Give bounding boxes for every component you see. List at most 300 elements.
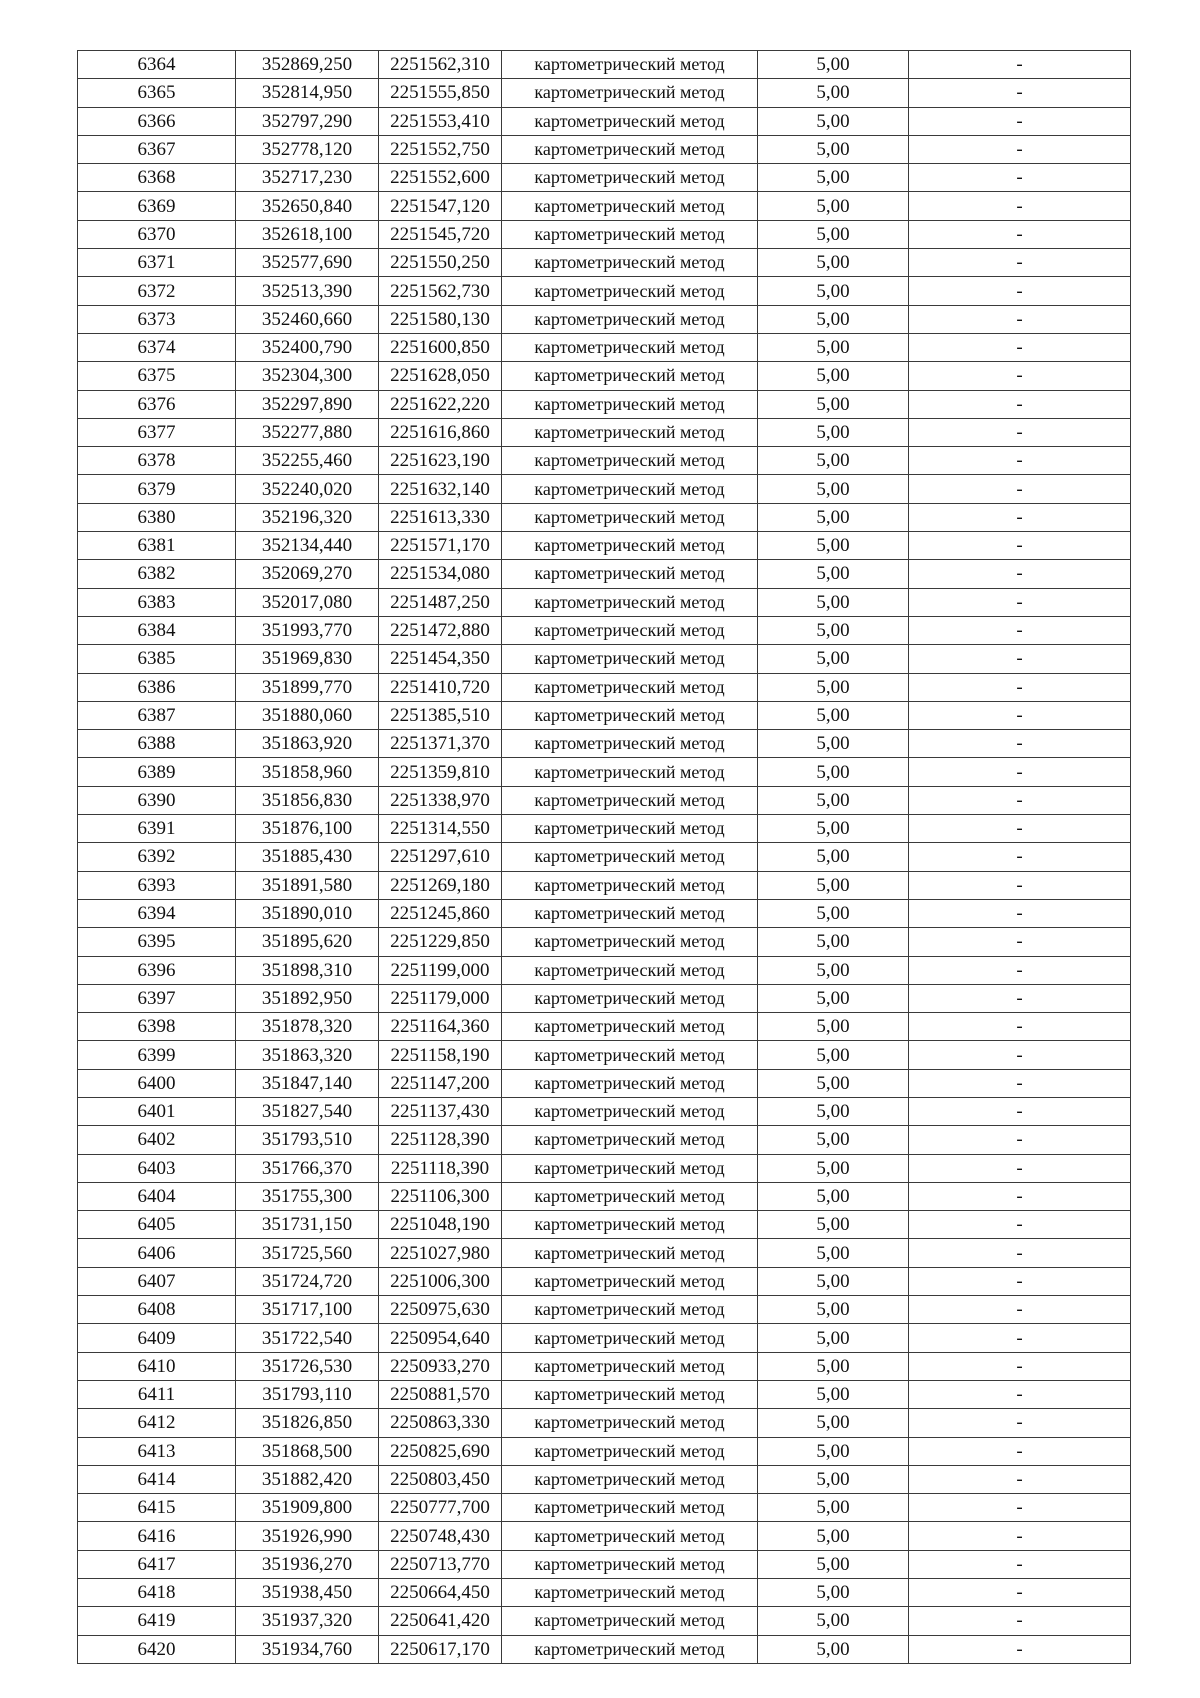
method-cell: картометрический метод (502, 362, 758, 390)
point-number-cell: 6393 (78, 871, 236, 899)
note-cell: - (909, 1550, 1131, 1578)
table-row (78, 475, 1131, 503)
method-cell: картометрический метод (502, 1324, 758, 1352)
x-coordinate-cell: 351766,370 (236, 1154, 379, 1182)
method-cell: картометрический метод (502, 1465, 758, 1493)
error-value-cell: 5,00 (758, 1097, 909, 1125)
note-cell: - (909, 1380, 1131, 1408)
note-cell: - (909, 1013, 1131, 1041)
x-coordinate-cell: 351878,320 (236, 1013, 379, 1041)
note-cell: - (909, 1607, 1131, 1635)
method-cell: картометрический метод (502, 107, 758, 135)
error-value-cell: 5,00 (758, 1239, 909, 1267)
point-number-cell: 6412 (78, 1409, 236, 1437)
y-coordinate-cell: 2251600,850 (379, 333, 502, 361)
y-coordinate-cell: 2251269,180 (379, 871, 502, 899)
error-value-cell: 5,00 (758, 1126, 909, 1154)
point-number-cell: 6402 (78, 1126, 236, 1154)
y-coordinate-cell: 2251545,720 (379, 220, 502, 248)
x-coordinate-cell: 351725,560 (236, 1239, 379, 1267)
y-coordinate-cell: 2251385,510 (379, 701, 502, 729)
y-coordinate-cell: 2251534,080 (379, 560, 502, 588)
note-cell: - (909, 1296, 1131, 1324)
y-coordinate-cell: 2251550,250 (379, 249, 502, 277)
point-number-cell: 6408 (78, 1296, 236, 1324)
note-cell: - (909, 984, 1131, 1012)
table-row (78, 1239, 1131, 1267)
y-coordinate-cell: 2251027,980 (379, 1239, 502, 1267)
x-coordinate-cell: 352650,840 (236, 192, 379, 220)
point-number-cell: 6382 (78, 560, 236, 588)
method-cell: картометрический метод (502, 673, 758, 701)
error-value-cell: 5,00 (758, 616, 909, 644)
table-row (78, 1635, 1131, 1663)
error-value-cell: 5,00 (758, 1465, 909, 1493)
table-row (78, 532, 1131, 560)
table-row (78, 220, 1131, 248)
point-number-cell: 6390 (78, 786, 236, 814)
table-row (78, 79, 1131, 107)
y-coordinate-cell: 2251128,390 (379, 1126, 502, 1154)
error-value-cell: 5,00 (758, 532, 909, 560)
table-row (78, 1409, 1131, 1437)
error-value-cell: 5,00 (758, 362, 909, 390)
table-row (78, 843, 1131, 871)
table-row (78, 1352, 1131, 1380)
method-cell: картометрический метод (502, 560, 758, 588)
table-row (78, 192, 1131, 220)
method-cell: картометрический метод (502, 1579, 758, 1607)
x-coordinate-cell: 351882,420 (236, 1465, 379, 1493)
point-number-cell: 6376 (78, 390, 236, 418)
x-coordinate-cell: 352134,440 (236, 532, 379, 560)
point-number-cell: 6413 (78, 1437, 236, 1465)
point-number-cell: 6407 (78, 1267, 236, 1295)
y-coordinate-cell: 2251623,190 (379, 447, 502, 475)
x-coordinate-cell: 351909,800 (236, 1494, 379, 1522)
error-value-cell: 5,00 (758, 1522, 909, 1550)
table-row (78, 928, 1131, 956)
x-coordinate-cell: 351880,060 (236, 701, 379, 729)
error-value-cell: 5,00 (758, 79, 909, 107)
note-cell: - (909, 79, 1131, 107)
y-coordinate-cell: 2251553,410 (379, 107, 502, 135)
point-number-cell: 6397 (78, 984, 236, 1012)
method-cell: картометрический метод (502, 51, 758, 79)
point-number-cell: 6415 (78, 1494, 236, 1522)
error-value-cell: 5,00 (758, 1296, 909, 1324)
x-coordinate-cell: 351938,450 (236, 1579, 379, 1607)
note-cell: - (909, 333, 1131, 361)
y-coordinate-cell: 2251371,370 (379, 730, 502, 758)
x-coordinate-cell: 351755,300 (236, 1182, 379, 1210)
y-coordinate-cell: 2251199,000 (379, 956, 502, 984)
note-cell: - (909, 1041, 1131, 1069)
error-value-cell: 5,00 (758, 447, 909, 475)
error-value-cell: 5,00 (758, 220, 909, 248)
point-number-cell: 6396 (78, 956, 236, 984)
y-coordinate-cell: 2251106,300 (379, 1182, 502, 1210)
error-value-cell: 5,00 (758, 503, 909, 531)
table-row (78, 815, 1131, 843)
note-cell: - (909, 1182, 1131, 1210)
point-number-cell: 6418 (78, 1579, 236, 1607)
method-cell: картометрический метод (502, 1352, 758, 1380)
y-coordinate-cell: 2250933,270 (379, 1352, 502, 1380)
y-coordinate-cell: 2250825,690 (379, 1437, 502, 1465)
error-value-cell: 5,00 (758, 786, 909, 814)
point-number-cell: 6388 (78, 730, 236, 758)
error-value-cell: 5,00 (758, 277, 909, 305)
note-cell: - (909, 1635, 1131, 1663)
error-value-cell: 5,00 (758, 645, 909, 673)
point-number-cell: 6403 (78, 1154, 236, 1182)
x-coordinate-cell: 352778,120 (236, 135, 379, 163)
method-cell: картометрический метод (502, 1041, 758, 1069)
x-coordinate-cell: 351936,270 (236, 1550, 379, 1578)
x-coordinate-cell: 351969,830 (236, 645, 379, 673)
note-cell: - (909, 758, 1131, 786)
y-coordinate-cell: 2251552,750 (379, 135, 502, 163)
x-coordinate-cell: 351731,150 (236, 1211, 379, 1239)
x-coordinate-cell: 352513,390 (236, 277, 379, 305)
method-cell: картометрический метод (502, 645, 758, 673)
error-value-cell: 5,00 (758, 1380, 909, 1408)
y-coordinate-cell: 2250713,770 (379, 1550, 502, 1578)
point-number-cell: 6398 (78, 1013, 236, 1041)
method-cell: картометрический метод (502, 1380, 758, 1408)
x-coordinate-cell: 351892,950 (236, 984, 379, 1012)
x-coordinate-cell: 351863,320 (236, 1041, 379, 1069)
x-coordinate-cell: 351885,430 (236, 843, 379, 871)
table-row (78, 871, 1131, 899)
x-coordinate-cell: 351726,530 (236, 1352, 379, 1380)
point-number-cell: 6377 (78, 418, 236, 446)
x-coordinate-cell: 352814,950 (236, 79, 379, 107)
point-number-cell: 6375 (78, 362, 236, 390)
x-coordinate-cell: 351793,110 (236, 1380, 379, 1408)
method-cell: картометрический метод (502, 1296, 758, 1324)
table-row (78, 249, 1131, 277)
y-coordinate-cell: 2251555,850 (379, 79, 502, 107)
method-cell: картометрический метод (502, 928, 758, 956)
method-cell: картометрический метод (502, 135, 758, 163)
error-value-cell: 5,00 (758, 1211, 909, 1239)
note-cell: - (909, 843, 1131, 871)
method-cell: картометрический метод (502, 758, 758, 786)
y-coordinate-cell: 2250664,450 (379, 1579, 502, 1607)
y-coordinate-cell: 2251118,390 (379, 1154, 502, 1182)
error-value-cell: 5,00 (758, 1635, 909, 1663)
x-coordinate-cell: 351895,620 (236, 928, 379, 956)
table-row (78, 305, 1131, 333)
table-row (78, 1437, 1131, 1465)
method-cell: картометрический метод (502, 333, 758, 361)
method-cell: картометрический метод (502, 503, 758, 531)
point-number-cell: 6406 (78, 1239, 236, 1267)
table-row (78, 333, 1131, 361)
point-number-cell: 6404 (78, 1182, 236, 1210)
table-row (78, 1296, 1131, 1324)
note-cell: - (909, 447, 1131, 475)
method-cell: картометрический метод (502, 532, 758, 560)
error-value-cell: 5,00 (758, 1494, 909, 1522)
x-coordinate-cell: 352297,890 (236, 390, 379, 418)
method-cell: картометрический метод (502, 79, 758, 107)
error-value-cell: 5,00 (758, 249, 909, 277)
point-number-cell: 6367 (78, 135, 236, 163)
note-cell: - (909, 1069, 1131, 1097)
y-coordinate-cell: 2251410,720 (379, 673, 502, 701)
note-cell: - (909, 475, 1131, 503)
note-cell: - (909, 1579, 1131, 1607)
note-cell: - (909, 1409, 1131, 1437)
x-coordinate-cell: 351826,850 (236, 1409, 379, 1437)
method-cell: картометрический метод (502, 1211, 758, 1239)
error-value-cell: 5,00 (758, 1550, 909, 1578)
error-value-cell: 5,00 (758, 871, 909, 899)
note-cell: - (909, 899, 1131, 927)
y-coordinate-cell: 2251547,120 (379, 192, 502, 220)
note-cell: - (909, 1352, 1131, 1380)
x-coordinate-cell: 351858,960 (236, 758, 379, 786)
method-cell: картометрический метод (502, 843, 758, 871)
error-value-cell: 5,00 (758, 1041, 909, 1069)
method-cell: картометрический метод (502, 899, 758, 927)
note-cell: - (909, 1465, 1131, 1493)
y-coordinate-cell: 2251628,050 (379, 362, 502, 390)
point-number-cell: 6387 (78, 701, 236, 729)
method-cell: картометрический метод (502, 1126, 758, 1154)
error-value-cell: 5,00 (758, 1182, 909, 1210)
x-coordinate-cell: 352460,660 (236, 305, 379, 333)
note-cell: - (909, 1239, 1131, 1267)
x-coordinate-cell: 352255,460 (236, 447, 379, 475)
method-cell: картометрический метод (502, 164, 758, 192)
method-cell: картометрический метод (502, 418, 758, 446)
y-coordinate-cell: 2250954,640 (379, 1324, 502, 1352)
note-cell: - (909, 815, 1131, 843)
x-coordinate-cell: 352869,250 (236, 51, 379, 79)
note-cell: - (909, 503, 1131, 531)
point-number-cell: 6366 (78, 107, 236, 135)
table-row (78, 1211, 1131, 1239)
table-row (78, 1494, 1131, 1522)
y-coordinate-cell: 2251179,000 (379, 984, 502, 1012)
table-row (78, 1097, 1131, 1125)
error-value-cell: 5,00 (758, 1324, 909, 1352)
note-cell: - (909, 418, 1131, 446)
table-row (78, 107, 1131, 135)
table-row (78, 1579, 1131, 1607)
method-cell: картометрический метод (502, 815, 758, 843)
x-coordinate-cell: 351876,100 (236, 815, 379, 843)
method-cell: картометрический метод (502, 616, 758, 644)
note-cell: - (909, 1154, 1131, 1182)
point-number-cell: 6372 (78, 277, 236, 305)
y-coordinate-cell: 2250881,570 (379, 1380, 502, 1408)
y-coordinate-cell: 2251137,430 (379, 1097, 502, 1125)
note-cell: - (909, 956, 1131, 984)
method-cell: картометрический метод (502, 1013, 758, 1041)
note-cell: - (909, 673, 1131, 701)
table-row (78, 1324, 1131, 1352)
method-cell: картометрический метод (502, 277, 758, 305)
x-coordinate-cell: 352717,230 (236, 164, 379, 192)
y-coordinate-cell: 2250863,330 (379, 1409, 502, 1437)
method-cell: картометрический метод (502, 305, 758, 333)
y-coordinate-cell: 2251616,860 (379, 418, 502, 446)
y-coordinate-cell: 2251552,600 (379, 164, 502, 192)
x-coordinate-cell: 352577,690 (236, 249, 379, 277)
method-cell: картометрический метод (502, 1097, 758, 1125)
table-row (78, 1154, 1131, 1182)
error-value-cell: 5,00 (758, 673, 909, 701)
note-cell: - (909, 928, 1131, 956)
note-cell: - (909, 305, 1131, 333)
point-number-cell: 6379 (78, 475, 236, 503)
table-row (78, 730, 1131, 758)
table-row (78, 1069, 1131, 1097)
y-coordinate-cell: 2251245,860 (379, 899, 502, 927)
point-number-cell: 6368 (78, 164, 236, 192)
y-coordinate-cell: 2251580,130 (379, 305, 502, 333)
note-cell: - (909, 192, 1131, 220)
x-coordinate-cell: 351856,830 (236, 786, 379, 814)
x-coordinate-cell: 351793,510 (236, 1126, 379, 1154)
table-row (78, 786, 1131, 814)
point-number-cell: 6392 (78, 843, 236, 871)
table-row (78, 701, 1131, 729)
note-cell: - (909, 277, 1131, 305)
table-row (78, 1380, 1131, 1408)
x-coordinate-cell: 351891,580 (236, 871, 379, 899)
error-value-cell: 5,00 (758, 1579, 909, 1607)
point-number-cell: 6378 (78, 447, 236, 475)
method-cell: картометрический метод (502, 1069, 758, 1097)
note-cell: - (909, 730, 1131, 758)
note-cell: - (909, 786, 1131, 814)
x-coordinate-cell: 352618,100 (236, 220, 379, 248)
table-row (78, 1607, 1131, 1635)
point-number-cell: 6381 (78, 532, 236, 560)
table-row (78, 956, 1131, 984)
y-coordinate-cell: 2251158,190 (379, 1041, 502, 1069)
x-coordinate-cell: 351827,540 (236, 1097, 379, 1125)
x-coordinate-cell: 352304,300 (236, 362, 379, 390)
y-coordinate-cell: 2251622,220 (379, 390, 502, 418)
table-row (78, 1126, 1131, 1154)
y-coordinate-cell: 2251229,850 (379, 928, 502, 956)
y-coordinate-cell: 2251571,170 (379, 532, 502, 560)
error-value-cell: 5,00 (758, 135, 909, 163)
note-cell: - (909, 1437, 1131, 1465)
y-coordinate-cell: 2251338,970 (379, 786, 502, 814)
point-number-cell: 6400 (78, 1069, 236, 1097)
x-coordinate-cell: 351724,720 (236, 1267, 379, 1295)
point-number-cell: 6384 (78, 616, 236, 644)
table-row (78, 277, 1131, 305)
note-cell: - (909, 532, 1131, 560)
point-number-cell: 6394 (78, 899, 236, 927)
error-value-cell: 5,00 (758, 1013, 909, 1041)
point-number-cell: 6370 (78, 220, 236, 248)
y-coordinate-cell: 2251562,730 (379, 277, 502, 305)
point-number-cell: 6410 (78, 1352, 236, 1380)
method-cell: картометрический метод (502, 871, 758, 899)
error-value-cell: 5,00 (758, 843, 909, 871)
point-number-cell: 6416 (78, 1522, 236, 1550)
y-coordinate-cell: 2250803,450 (379, 1465, 502, 1493)
error-value-cell: 5,00 (758, 899, 909, 927)
note-cell: - (909, 701, 1131, 729)
y-coordinate-cell: 2251632,140 (379, 475, 502, 503)
table-row (78, 758, 1131, 786)
table-row (78, 503, 1131, 531)
table-row (78, 673, 1131, 701)
method-cell: картометрический метод (502, 1267, 758, 1295)
method-cell: картометрический метод (502, 220, 758, 248)
table-row (78, 899, 1131, 927)
y-coordinate-cell: 2251147,200 (379, 1069, 502, 1097)
error-value-cell: 5,00 (758, 815, 909, 843)
y-coordinate-cell: 2251164,360 (379, 1013, 502, 1041)
point-number-cell: 6374 (78, 333, 236, 361)
method-cell: картометрический метод (502, 1182, 758, 1210)
y-coordinate-cell: 2251297,610 (379, 843, 502, 871)
note-cell: - (909, 1097, 1131, 1125)
note-cell: - (909, 1494, 1131, 1522)
table-row (78, 1182, 1131, 1210)
y-coordinate-cell: 2251472,880 (379, 616, 502, 644)
note-cell: - (909, 560, 1131, 588)
point-number-cell: 6409 (78, 1324, 236, 1352)
y-coordinate-cell: 2251359,810 (379, 758, 502, 786)
point-number-cell: 6399 (78, 1041, 236, 1069)
y-coordinate-cell: 2250975,630 (379, 1296, 502, 1324)
x-coordinate-cell: 352277,880 (236, 418, 379, 446)
table-row (78, 418, 1131, 446)
method-cell: картометрический метод (502, 588, 758, 616)
method-cell: картометрический метод (502, 1239, 758, 1267)
note-cell: - (909, 645, 1131, 673)
error-value-cell: 5,00 (758, 475, 909, 503)
method-cell: картометрический метод (502, 1437, 758, 1465)
error-value-cell: 5,00 (758, 107, 909, 135)
note-cell: - (909, 107, 1131, 135)
x-coordinate-cell: 351847,140 (236, 1069, 379, 1097)
table-row (78, 164, 1131, 192)
x-coordinate-cell: 352400,790 (236, 333, 379, 361)
x-coordinate-cell: 351898,310 (236, 956, 379, 984)
table-row (78, 135, 1131, 163)
method-cell: картометрический метод (502, 390, 758, 418)
error-value-cell: 5,00 (758, 305, 909, 333)
note-cell: - (909, 1324, 1131, 1352)
point-number-cell: 6419 (78, 1607, 236, 1635)
point-number-cell: 6373 (78, 305, 236, 333)
x-coordinate-cell: 351926,990 (236, 1522, 379, 1550)
error-value-cell: 5,00 (758, 730, 909, 758)
error-value-cell: 5,00 (758, 560, 909, 588)
method-cell: картометрический метод (502, 447, 758, 475)
y-coordinate-cell: 2251487,250 (379, 588, 502, 616)
method-cell: картометрический метод (502, 249, 758, 277)
point-number-cell: 6411 (78, 1380, 236, 1408)
error-value-cell: 5,00 (758, 1267, 909, 1295)
note-cell: - (909, 1126, 1131, 1154)
table-row (78, 1550, 1131, 1578)
